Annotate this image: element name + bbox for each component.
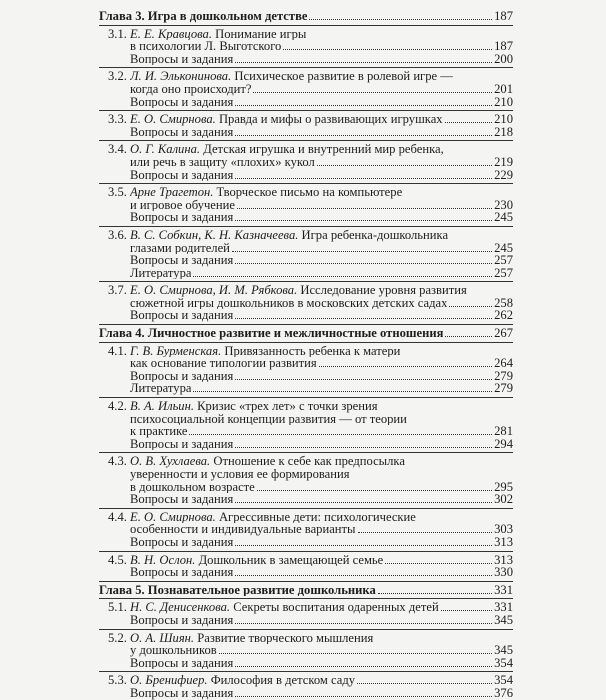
- entry-title: Кризис «трех лет» с точки зрения: [197, 400, 378, 413]
- leader-dots: [219, 653, 492, 654]
- leader-dots: [445, 336, 492, 337]
- entry-text: Вопросы и задания: [130, 95, 234, 109]
- page-number: 264: [494, 356, 513, 371]
- leader-dots: [235, 263, 492, 264]
- section-rule: [99, 452, 513, 453]
- page-number: 218: [494, 124, 513, 139]
- entry-text: Литература: [130, 382, 192, 396]
- entry-text: Литература: [130, 266, 192, 280]
- entry-number: 5.2.: [108, 630, 127, 645]
- entry-author: Е. О. Смирнова.: [130, 113, 216, 126]
- entry-number: 3.6.: [108, 227, 127, 242]
- entry-title-continued: в дошкольном возрасте: [130, 480, 255, 494]
- entry-author: Е. О. Смирнова.: [130, 510, 216, 524]
- leader-dots: [235, 575, 492, 576]
- toc-entry-continuation: [99, 357, 513, 370]
- leader-dots: [257, 490, 492, 491]
- page-number: 281: [494, 424, 513, 439]
- toc-literature: [99, 382, 513, 395]
- entry-author: О. Г. Калина.: [130, 143, 201, 156]
- page-number: 210: [494, 94, 513, 109]
- section-rule: [99, 629, 513, 630]
- entry-title-continued: или речь в защиту «плохих» кукол: [130, 155, 315, 169]
- toc-entry-5-1: [99, 601, 513, 614]
- page-number: 376: [494, 685, 513, 700]
- entry-title-continued: в психологии Л. Выготского: [130, 40, 282, 53]
- entry-text: Вопросы и задания: [130, 493, 234, 506]
- entry-number: 4.3.: [108, 454, 127, 469]
- chapter-title: Глава 3. Игра в дошкольном детстве: [99, 10, 308, 23]
- toc-entry-continuation: [99, 425, 513, 438]
- toc-entry-3-5: [99, 186, 513, 199]
- leader-dots: [235, 696, 492, 697]
- leader-dots: [189, 434, 492, 435]
- entry-author: Л. И. Эльконинова.: [130, 70, 232, 83]
- entry-number: 3.3.: [108, 112, 127, 127]
- page-number: 229: [494, 167, 513, 182]
- section-rule: [99, 508, 513, 509]
- toc-questions: [99, 493, 513, 506]
- section-rule: [99, 183, 513, 184]
- toc-questions: [99, 687, 513, 700]
- page-number: 295: [494, 479, 513, 494]
- page-number: 331: [494, 582, 513, 597]
- leader-dots: [378, 593, 492, 594]
- leader-dots: [235, 318, 492, 319]
- toc-entry-continuation: [99, 468, 513, 481]
- page-number: 230: [494, 197, 513, 212]
- leader-dots: [441, 610, 492, 611]
- entry-author: О. Бренифиер.: [130, 674, 208, 687]
- page-number: 200: [494, 51, 513, 66]
- toc-entry-continuation: [99, 199, 513, 212]
- entry-author: Н. С. Денисенкова.: [130, 601, 231, 614]
- page-number: 219: [494, 154, 513, 169]
- toc-entry-continuation: [99, 40, 513, 53]
- page-number: 245: [494, 240, 513, 255]
- entry-number: 5.3.: [108, 673, 127, 688]
- entry-title: Детская игрушка и внутренний мир ребенка,: [203, 143, 444, 156]
- toc-questions: [99, 614, 513, 627]
- entry-text: Вопросы и задания: [130, 613, 234, 627]
- section-rule: [99, 281, 513, 282]
- page-number: 258: [494, 295, 513, 310]
- entry-text: Вопросы и задания: [130, 535, 234, 549]
- toc-entry-continuation: [99, 413, 513, 426]
- entry-title-continued: и игровое обучение: [130, 198, 235, 212]
- entry-title: Психическое развитие в ролевой игре —: [234, 70, 453, 83]
- entry-author: В. А. Ильин.: [130, 400, 194, 413]
- entry-title: Игра ребенка-дошкольника: [301, 228, 449, 242]
- toc-entry-continuation: [99, 481, 513, 494]
- toc-entry-3-1: [99, 28, 513, 41]
- page-number: 294: [494, 436, 513, 451]
- entry-title: Понимание игры: [215, 27, 307, 41]
- page-number: 345: [494, 643, 513, 658]
- entry-text: Вопросы и задания: [130, 437, 234, 451]
- entry-number: 3.2.: [108, 69, 127, 84]
- entry-text: Вопросы и задания: [130, 168, 234, 182]
- toc-questions: [99, 53, 513, 66]
- entry-title: Творческое письмо на компьютере: [216, 186, 403, 199]
- section-rule: [99, 581, 513, 582]
- leader-dots: [235, 379, 492, 380]
- entry-author: О. А. Шиян.: [130, 631, 195, 645]
- section-rule: [99, 67, 513, 68]
- toc-questions: [99, 438, 513, 451]
- page-number: 330: [494, 565, 513, 580]
- leader-dots: [235, 447, 492, 448]
- page-number: 257: [494, 265, 513, 280]
- entry-author: Е. О. Смирнова, И. М. Рябкова.: [130, 284, 298, 297]
- entry-title-continued: у дошкольников: [130, 644, 217, 657]
- chapter-4-heading: [99, 327, 513, 340]
- page-number: 245: [494, 210, 513, 225]
- entry-text: Вопросы и задания: [130, 686, 234, 700]
- toc-entry-5-2: [99, 632, 513, 645]
- leader-dots: [385, 563, 492, 564]
- chapter-title: Глава 5. Познавательное развитие дошкольника: [99, 583, 376, 597]
- entry-author: О. В. Хухлаева.: [130, 455, 211, 468]
- toc-questions: [99, 126, 513, 139]
- entry-author: Г. В. Бурменская.: [130, 344, 222, 358]
- leader-dots: [235, 105, 492, 106]
- toc-entry-continuation: [99, 242, 513, 255]
- section-rule: [99, 324, 513, 325]
- section-rule: [99, 110, 513, 111]
- leader-dots: [309, 19, 492, 20]
- entry-text: Вопросы и задания: [130, 254, 234, 267]
- toc-questions: [99, 254, 513, 267]
- leader-dots: [319, 366, 492, 367]
- toc-entry-4-1: [99, 345, 513, 358]
- entry-title-continued: как основание типологии развития: [130, 357, 317, 370]
- toc-entry-4-3: [99, 455, 513, 468]
- leader-dots: [317, 165, 492, 166]
- toc-entry-continuation: [99, 83, 513, 96]
- leader-dots: [235, 623, 492, 624]
- entry-number: 4.2.: [108, 399, 127, 414]
- page-number: 354: [494, 655, 513, 670]
- leader-dots: [193, 391, 492, 392]
- page-number: 313: [494, 552, 513, 567]
- toc-entry-continuation: [99, 156, 513, 169]
- entry-title-continued: уверенности и условия ее формирования: [130, 468, 350, 481]
- chapter-rule: [99, 598, 513, 599]
- page-number: 354: [494, 673, 513, 688]
- entry-title: Агрессивные дети: психологические: [218, 510, 416, 524]
- entry-title: Секреты воспитания одаренных детей: [233, 601, 439, 614]
- leader-dots: [235, 545, 492, 546]
- entry-number: 5.1.: [108, 600, 127, 615]
- page-number: 201: [494, 81, 513, 96]
- entry-number: 3.1.: [108, 26, 127, 41]
- entry-title-continued: глазами родителей: [130, 241, 230, 255]
- section-rule: [99, 397, 513, 398]
- entry-number: 4.1.: [108, 343, 127, 358]
- toc-entry-3-3: [99, 113, 513, 126]
- leader-dots: [232, 251, 492, 252]
- leader-dots: [449, 306, 492, 307]
- toc-entry-3-6: [99, 229, 513, 242]
- leader-dots: [235, 502, 492, 503]
- page-number: 267: [494, 326, 513, 341]
- page-number: 279: [494, 368, 513, 383]
- toc-entry-continuation: [99, 644, 513, 657]
- section-rule: [99, 140, 513, 141]
- toc-entry-continuation: [99, 523, 513, 536]
- toc-questions: [99, 566, 513, 579]
- toc-questions: [99, 96, 513, 109]
- entry-title: Философия в детском саду: [210, 674, 356, 687]
- page-number: 302: [494, 492, 513, 507]
- toc-literature: [99, 267, 513, 280]
- page-number: 313: [494, 534, 513, 549]
- section-rule: [99, 551, 513, 552]
- toc-entry-4-4: [99, 511, 513, 524]
- entry-number: 3.5.: [108, 185, 127, 200]
- toc-entry-continuation: [99, 297, 513, 310]
- chapter-rule: [99, 342, 513, 343]
- toc-questions: [99, 657, 513, 670]
- leader-dots: [235, 220, 492, 221]
- toc-entry-4-2: [99, 400, 513, 413]
- toc-questions: [99, 370, 513, 383]
- entry-title-continued: к практике: [130, 425, 188, 438]
- chapter-3-heading: [99, 10, 513, 23]
- entry-text: Вопросы и задания: [130, 566, 234, 579]
- entry-title: Правда и мифы о развивающих игрушках: [218, 113, 443, 126]
- toc-questions: [99, 536, 513, 549]
- entry-title: Исследование уровня развития: [300, 284, 467, 297]
- leader-dots: [235, 178, 492, 179]
- entry-title: Привязанность ребенка к матери: [224, 344, 401, 358]
- chapter-rule: [99, 25, 513, 26]
- entry-text: Вопросы и задания: [130, 125, 234, 139]
- entry-text: Вопросы и задания: [130, 369, 234, 383]
- leader-dots: [193, 276, 492, 277]
- leader-dots: [358, 532, 493, 533]
- table-of-contents: [99, 10, 513, 700]
- toc-entry-3-2: [99, 70, 513, 83]
- leader-dots: [235, 135, 492, 136]
- section-rule: [99, 671, 513, 672]
- toc-entry-3-7: [99, 284, 513, 297]
- chapter-title: Глава 4. Личностное развитие и межличностные отношения: [99, 327, 444, 340]
- entry-text: Вопросы и задания: [130, 309, 234, 323]
- section-rule: [99, 226, 513, 227]
- entry-title-continued: сюжетной игры дошкольников в московских детских садах: [130, 296, 448, 310]
- page-number: 210: [494, 112, 513, 127]
- entry-author: В. Н. Ослон.: [130, 553, 196, 567]
- entry-author: Арне Трагетон.: [130, 186, 214, 199]
- leader-dots: [357, 683, 492, 684]
- entry-title-continued: когда оно происходит?: [130, 82, 252, 96]
- toc-entry-4-5: [99, 554, 513, 567]
- page-number: 279: [494, 381, 513, 396]
- page-number: 257: [494, 253, 513, 268]
- entry-title: Отношение к себе как предпосылка: [213, 455, 405, 468]
- entry-text: Вопросы и задания: [130, 52, 234, 66]
- entry-title: Дошкольник в замещающей семье: [198, 553, 384, 567]
- page-number: 187: [494, 9, 513, 23]
- entry-number: 3.7.: [108, 283, 127, 298]
- entry-title-continued: особенности и индивидуальные варианты: [130, 523, 356, 536]
- entry-title-continued: психосоциальной концепции развития — от теории: [130, 412, 407, 426]
- entry-number: 4.5.: [108, 552, 127, 567]
- page-number: 345: [494, 612, 513, 627]
- leader-dots: [237, 208, 492, 209]
- leader-dots: [283, 49, 492, 50]
- leader-dots: [235, 62, 492, 63]
- toc-questions: [99, 169, 513, 182]
- entry-text: Вопросы и задания: [130, 211, 234, 224]
- page-number: 303: [494, 522, 513, 537]
- entry-author: Е. Е. Кравцова.: [130, 27, 212, 41]
- leader-dots: [235, 666, 492, 667]
- chapter-5-heading: [99, 584, 513, 597]
- entry-text: Вопросы и задания: [130, 656, 234, 670]
- toc-questions: [99, 211, 513, 224]
- page-number: 331: [494, 600, 513, 615]
- page-number: 262: [494, 308, 513, 323]
- toc-entry-5-3: [99, 674, 513, 687]
- entry-number: 4.4.: [108, 509, 127, 524]
- page-number: 187: [494, 39, 513, 54]
- entry-author: В. С. Собкин, К. Н. Казначеева.: [130, 228, 299, 242]
- toc-entry-3-4: [99, 143, 513, 156]
- toc-questions: [99, 309, 513, 322]
- leader-dots: [253, 92, 492, 93]
- entry-number: 3.4.: [108, 142, 127, 157]
- leader-dots: [445, 122, 493, 123]
- entry-title: Развитие творческого мышления: [197, 631, 374, 645]
